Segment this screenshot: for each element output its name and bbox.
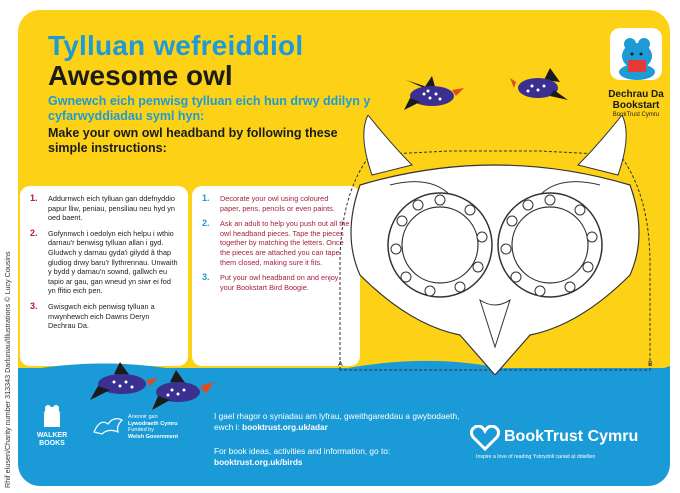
title-welsh: Tylluan wefreiddiol (48, 30, 304, 61)
flying-bird-icon (148, 368, 216, 412)
bear-icon (40, 403, 64, 429)
dechrau-da-logo (604, 26, 668, 124)
list-item: 3. Gwisgwch eich penwisg tylluan a mwynhewch eich Dawns Deryn Dechrau Da. (30, 300, 155, 331)
footer-info-welsh: I gael rhagor o syniadau am lyfrau, gweithgareddau a gwybodaeth, ewch i: booktrust.org.uk/adar (214, 411, 460, 432)
welsh-government-logo: Ariennir gan Lywodraeth Cymru Funded by Welsh Government (92, 414, 192, 440)
logo-line-3: BookTrust Cymru (612, 112, 660, 118)
owl-headband-cutout[interactable] (330, 115, 660, 375)
logo-line-1: Dechrau Da (608, 89, 664, 100)
booktrust-name: BookTrust Cymru (504, 428, 639, 445)
list-item: 3. Put your owl headband on and enjoy your Bookstart Bird Boogie. (202, 272, 339, 292)
list-item: 2. Gofynnwch i oedolyn eich helpu i wthio darnau'r benwisg tylluan allan i gyd. Gludwch y darnau gyda'i gilydd â thap gludiog drwy baru'r llythrennau. Unwaith y bydd y darnau'n sownd, gallwch eu tapio ar gau, gan wneud yn siwr ei fod yn ffitio eich pen. (30, 227, 178, 296)
mask-label-a: A (338, 361, 343, 368)
flying-bird-icon (402, 72, 468, 116)
link-english[interactable]: booktrust.org.uk/birds (214, 456, 303, 467)
link-welsh[interactable]: booktrust.org.uk/adar (242, 421, 328, 432)
flying-bird-icon (510, 64, 570, 108)
subtitle-english: Make your own owl headband by following these simple instructions: (48, 126, 338, 155)
dragon-icon (92, 414, 124, 436)
instructions-card-welsh (20, 186, 188, 366)
list-item: 1. Decorate your owl using coloured paper, pens, pencils or even paints. (202, 193, 335, 213)
logo-line-2: Bookstart (612, 100, 660, 111)
mask-label-b: B (648, 361, 653, 368)
bear-reading-icon (608, 26, 664, 84)
list-item: 2. Ask an adult to help you push out all the owl headband pieces. Tape the pieces together by matching the letters. Once the pieces are attached you can tape them closed, making sure it fits. (202, 218, 350, 267)
title-english: Awesome owl (48, 60, 233, 91)
subtitle-welsh: Gwnewch eich penwisg tylluan eich hun drwy ddilyn y cyfarwyddiadau syml hyn: (48, 94, 371, 123)
walker-books-logo: WALKER BOOKS (32, 403, 72, 448)
footer-info-english: For book ideas, activities and information, go to: booktrust.org.uk/birds (214, 446, 391, 467)
instructions-list-welsh (20, 186, 188, 331)
booktrust-tagline: Inspire a love of reading Ysbrydoli cariad at ddarllen (476, 454, 596, 460)
list-item: 1. Addurnwch eich tylluan gan ddefnyddio papur lliw, peniau, pensiliau neu hyd yn oed baent. (30, 193, 175, 223)
side-credit: Rhif elusen/Charity number 313343 Darluniau/Illustrations © Lucy Cousins (3, 251, 12, 488)
heart-icon (470, 425, 500, 451)
